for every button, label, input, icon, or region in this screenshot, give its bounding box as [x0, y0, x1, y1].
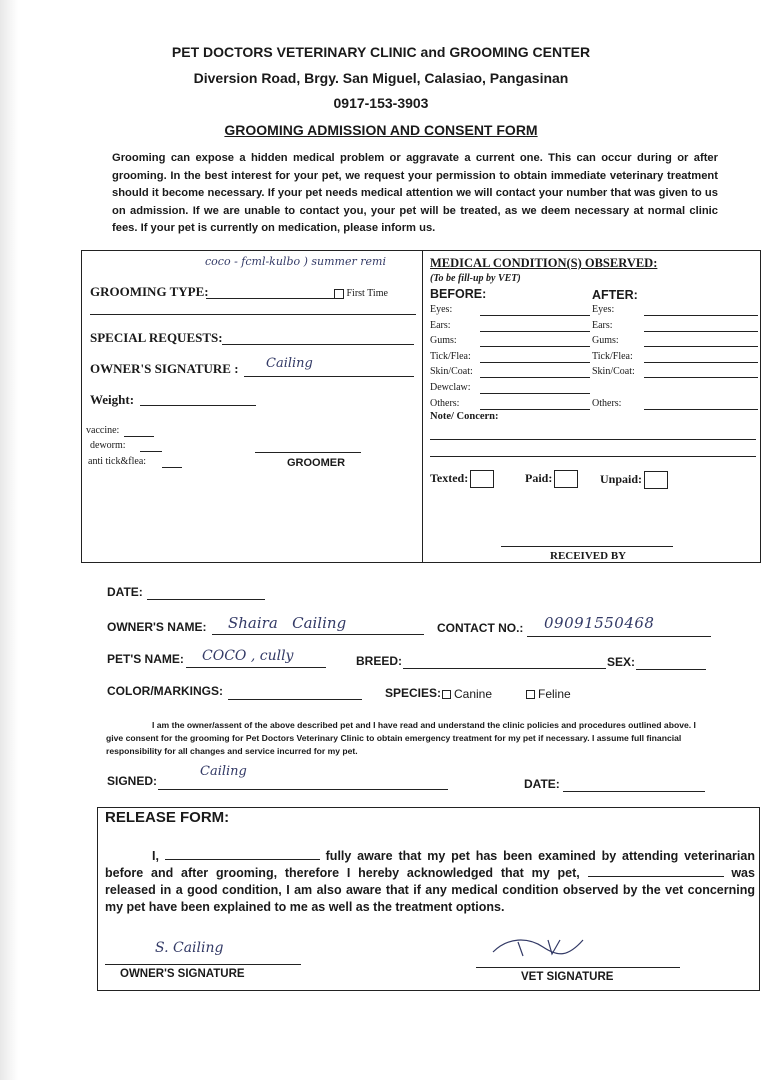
- pet-name-value: COCO , cully: [202, 648, 294, 664]
- first-time-label: First Time: [346, 288, 388, 299]
- after-item-line: [644, 409, 758, 410]
- date-line: [147, 599, 265, 600]
- before-item-line: [480, 393, 590, 394]
- vet-signature-scribble: [488, 932, 588, 962]
- before-item-line: [480, 331, 590, 332]
- groomer-label: GROOMER: [287, 457, 346, 469]
- unpaid-checkbox[interactable]: [644, 471, 668, 489]
- release-text-mid: fully aware that my pet has been examined by attending veterinarian before and after grooming, therefore I hereby acknowledged that my pet,: [105, 849, 755, 880]
- feline-option[interactable]: [526, 687, 571, 701]
- after-item: [592, 335, 619, 346]
- before-item-label: Skin/Coat:: [430, 366, 473, 378]
- feline-label: Feline: [538, 687, 571, 701]
- antitick-label: anti tick&flea:: [88, 456, 147, 467]
- after-item-label: Gums:: [592, 335, 619, 347]
- consent-paragraph: I am the owner/assent of the above described pet and I have read and understand the clinic policies and procedures outlined above. I give consent for the grooming for Pet Doctors Veterinary Clinic to obtain emergency treatment for my pet if necessary. I assume full financial responsibility for all changes and service incurred for my pet.: [106, 720, 696, 756]
- breed-label: BREED:: [356, 654, 403, 668]
- after-item: [592, 320, 613, 331]
- clinic-phone: 0917-153-3903: [333, 95, 429, 111]
- form-title: GROOMING ADMISSION AND CONSENT FORM: [224, 122, 538, 138]
- after-item-line: [644, 315, 758, 316]
- scan-left-edge: [0, 0, 18, 1080]
- antitick-line: [162, 467, 182, 468]
- unpaid-option[interactable]: [600, 471, 668, 489]
- contact-label: CONTACT NO.:: [437, 621, 524, 635]
- medical-subtitle: (To be fill-up by VET): [430, 273, 521, 284]
- canine-label: Canine: [454, 687, 493, 701]
- special-requests-line: [222, 344, 414, 345]
- before-item: [430, 351, 471, 362]
- before-item-label: Gums:: [430, 335, 457, 347]
- owner-signature-line: [244, 376, 414, 377]
- clinic-address: Diversion Road, Brgy. San Miguel, Calasiao, Pangasinan: [193, 70, 569, 86]
- before-item-line: [480, 409, 590, 410]
- vaccine-label: vaccine:: [86, 425, 120, 436]
- grooming-type-value: coco - fcml-kulbo ) summer remi: [205, 255, 386, 268]
- contact-line: [527, 636, 711, 637]
- before-item-line: [480, 346, 590, 347]
- before-item-line: [480, 377, 590, 378]
- signed-line: [158, 789, 448, 790]
- note-line-1: [430, 439, 756, 440]
- texted-checkbox[interactable]: [470, 470, 494, 488]
- release-i: I,: [152, 849, 159, 863]
- paid-label: Paid:: [525, 470, 553, 485]
- weight-label: Weight:: [90, 392, 135, 407]
- feline-checkbox[interactable]: [526, 690, 535, 699]
- pet-name-label: PET'S NAME:: [107, 652, 184, 666]
- release-name-blank: [165, 859, 320, 860]
- after-item: [592, 351, 633, 362]
- medical-title: MEDICAL CONDITION(S) OBSERVED:: [430, 256, 658, 270]
- owner-signature-value: Cailing: [266, 356, 313, 371]
- received-by-label: RECEIVED BY: [550, 550, 627, 562]
- weight-line: [140, 405, 256, 406]
- color-line: [228, 699, 362, 700]
- signed-date-label: DATE:: [524, 777, 560, 791]
- grooming-type-label: GROOMING TYPE:: [90, 284, 209, 299]
- species-label: SPECIES:: [385, 686, 442, 700]
- before-item-label: Eyes:: [430, 304, 453, 315]
- canine-option[interactable]: [442, 687, 492, 701]
- vaccine-line: [124, 436, 154, 437]
- deworm-line: [140, 451, 162, 452]
- after-item-line: [644, 362, 758, 363]
- signed-value: Cailing: [200, 764, 247, 779]
- before-item-label: Others:: [430, 397, 460, 409]
- owner-name-line: [212, 634, 424, 635]
- after-item-line: [644, 331, 758, 332]
- release-pet-blank: [588, 876, 724, 877]
- after-item-label: Others:: [592, 397, 622, 409]
- pet-name-line: [186, 667, 326, 668]
- owner-signature-label: OWNER'S SIGNATURE :: [90, 361, 239, 376]
- after-item: [592, 304, 614, 315]
- sex-label: SEX:: [607, 655, 636, 669]
- grooming-type-line-2: [90, 314, 416, 315]
- release-text-end: was released in a good condition, I am also aware that if any medical condition observed by the vet concerning my pet have been explained to me as well as the treatment options.: [105, 866, 755, 914]
- first-time-option[interactable]: [334, 288, 388, 299]
- after-item-label: Ears:: [592, 319, 613, 331]
- sex-line: [636, 669, 706, 670]
- after-item-label: Skin/Coat:: [592, 366, 635, 378]
- before-item-label: Dewclaw:: [430, 382, 471, 393]
- before-item-label: Tick/Flea:: [430, 350, 471, 362]
- after-item-line: [644, 377, 758, 378]
- release-owner-signature-value: S. Cailing: [155, 940, 224, 956]
- signed-label: SIGNED:: [107, 774, 158, 788]
- special-requests-label: SPECIAL REQUESTS:: [90, 330, 223, 345]
- first-time-checkbox[interactable]: [334, 289, 344, 299]
- release-title: RELEASE FORM:: [105, 809, 230, 826]
- breed-line: [403, 668, 606, 669]
- before-item: [430, 366, 473, 377]
- deworm-label: deworm:: [90, 440, 126, 451]
- texted-label: Texted:: [430, 470, 469, 485]
- groomer-line: [255, 452, 361, 453]
- vet-signature-label: VET SIGNATURE: [521, 971, 614, 983]
- owner-name-value: Shaira Cailing: [228, 614, 347, 632]
- color-label: COLOR/MARKINGS:: [107, 684, 223, 698]
- grooming-type-line: [206, 298, 336, 299]
- owner-name-label: OWNER'S NAME:: [107, 620, 207, 634]
- after-item: [592, 366, 635, 377]
- clinic-name: PET DOCTORS VETERINARY CLINIC and GROOMING CENTER: [171, 44, 591, 60]
- before-item: [430, 382, 471, 393]
- texted-option[interactable]: [430, 470, 494, 488]
- before-label: BEFORE:: [430, 287, 487, 301]
- canine-checkbox[interactable]: [442, 690, 451, 699]
- after-item: [592, 398, 621, 409]
- before-item: [430, 398, 459, 409]
- before-item: [430, 335, 457, 346]
- intro-paragraph: Grooming can expose a hidden medical problem or aggravate a current one. This can occur during or after grooming. In the best interest for your pet, we request your permission to obtain immediate veterinary treatment should it become necessary. If your pet needs medical attention we will contact your number that was given to us on admission. If we are unable to contact you, your pet will be treated, as we deem necessary at normal clinic fees. If your pet is currently on medication, please inform us.: [112, 152, 718, 234]
- note-label: Note/ Concern:: [430, 411, 499, 422]
- release-owner-signature-line: [105, 964, 301, 965]
- received-by-line: [501, 546, 673, 547]
- after-item-label: Eyes:: [592, 304, 615, 315]
- before-item: [430, 320, 451, 331]
- release-owner-signature-label: OWNER'S SIGNATURE: [120, 968, 245, 980]
- release-paragraph: [105, 848, 755, 916]
- before-item-line: [480, 315, 590, 316]
- paid-option[interactable]: [525, 470, 578, 488]
- after-label: AFTER:: [592, 288, 638, 302]
- unpaid-label: Unpaid:: [600, 471, 643, 486]
- note-line-2: [430, 456, 756, 457]
- signed-date-line: [563, 791, 705, 792]
- after-item-label: Tick/Flea:: [592, 350, 633, 362]
- vet-signature-line: [476, 967, 680, 968]
- after-item-line: [644, 346, 758, 347]
- contact-value: 09091550468: [544, 614, 655, 632]
- date-label: DATE:: [107, 585, 143, 599]
- before-item: [430, 304, 452, 315]
- before-item-line: [480, 362, 590, 363]
- before-item-label: Ears:: [430, 319, 451, 331]
- paid-checkbox[interactable]: [554, 470, 578, 488]
